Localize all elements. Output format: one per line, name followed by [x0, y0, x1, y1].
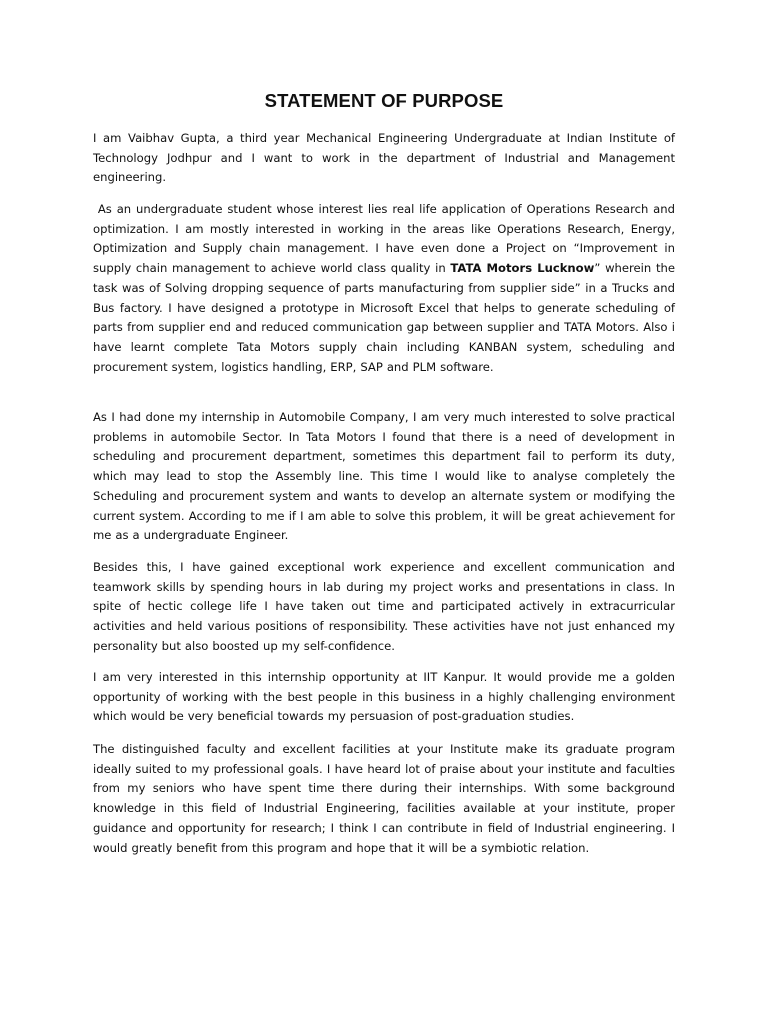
paragraph-interests-part-b: ” wherein the task was of Solving dropping sequence of parts manufacturing from supplier side” in a Trucks and Bus factory. I have designed a prototype in Microsoft Excel that helps to generate scheduling of parts from supplier end and reduced communication gap between supplier and TATA Motors. Also i have learnt complete Tata Motors supply chain including KANBAN system, scheduling and procurement system, logistics handling, ERP, SAP and PLM software. — [93, 261, 675, 374]
paragraph-interests-part-a: As an undergraduate student whose interest lies real life application of Operations Research and optimization. I am mostly interested in working in the areas like Operations Research, Energy, Optimization and Supply chain management. I have even done a Project on “Improvement in supply chain management to achieve world class quality in — [93, 202, 675, 276]
paragraph-opportunity: I am very interested in this internship opportunity at IIT Kanpur. It would provide me a golden opportunity of working with the best people in this business in a highly challenging environment which would be very beneficial towards my persuasion of post-graduation studies. — [93, 670, 675, 724]
paragraph-interests-bold-company: TATA Motors Lucknow — [450, 261, 595, 276]
paragraph-institute: The distinguished faculty and excellent facilities at your Institute make its graduate program ideally suited to my professional goals. I have heard lot of praise about your institute and faculties from my seniors who have spent time there during their internships. With some background knowledge in this field of Industrial Engineering, facilities available at your institute, proper guidance and opportunity for research; I think I can contribute in field of Industrial engineering. I would greatly benefit from this program and hope that it will be a symbiotic relation. — [93, 742, 675, 855]
paragraph-interests — [93, 200, 675, 377]
paragraph-introduction: I am Vaibhav Gupta, a third year Mechanical Engineering Undergraduate at Indian Institute of Technology Jodhpur and I want to work in the department of Industrial and Management engineering. — [93, 131, 675, 185]
page-title: STATEMENT OF PURPOSE — [264, 90, 504, 111]
paragraph-skills: Besides this, I have gained exceptional work experience and excellent communication and teamwork skills by spending hours in lab during my project works and presentations in class. In spite of hectic college life I have taken out time and participated actively in extracurricular activities and held various positions of responsibility. These activities have not just enhanced my personality but also boosted up my self-confidence. — [93, 560, 675, 653]
paragraph-internship: As I had done my internship in Automobile Company, I am very much interested to solve practical problems in automobile Sector. In Tata Motors I found that there is a need of development in scheduling and procurement department, sometimes this department fail to perform its duty, which may lead to stop the Assembly line. This time I would like to analyse completely the Scheduling and procurement system and wants to develop an alternate system or modifying the current system. According to me if I am able to solve this problem, it will be great achievement for me as a undergraduate Engineer. — [93, 410, 675, 543]
